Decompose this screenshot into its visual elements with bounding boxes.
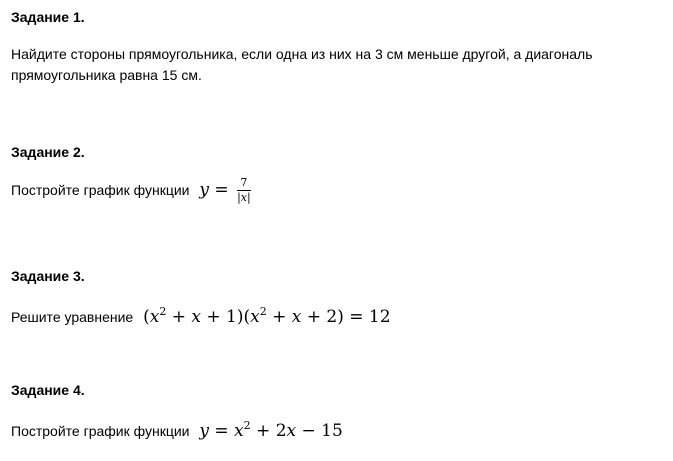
task-4: [11, 381, 661, 442]
task-2-line: [11, 177, 661, 204]
task-4-formula: [199, 421, 342, 441]
task-3-title: Задание 3.: [11, 268, 85, 284]
task-3-formula: [143, 307, 390, 327]
formula-variable: y: [199, 180, 209, 200]
formula-exponent: 2: [243, 419, 251, 432]
task-2-title: Задание 2.: [11, 144, 85, 160]
task-4-text: Постройте график функции: [11, 423, 190, 439]
formula-part: + 2) = 12: [301, 307, 391, 327]
formula-variable: y: [199, 421, 209, 441]
formula-variable: x: [286, 421, 297, 441]
task-2-text: Постройте график функции: [11, 182, 190, 198]
task-1-text: Найдите стороны прямоугольника, если одна из них на 3 см меньше другой, а диагональ прямоугольника равна 15 см.: [11, 46, 593, 83]
task-3-text: Решите уравнение: [11, 309, 134, 325]
task-4-title: Задание 4.: [11, 382, 85, 398]
formula-part: + 2: [250, 421, 287, 441]
formula-equals: =: [209, 421, 235, 441]
fraction-denominator: |x|: [237, 191, 251, 204]
formula-part: − 15: [296, 421, 343, 441]
formula-part: +: [266, 307, 292, 327]
formula-exponent: 2: [159, 305, 167, 318]
formula-variable: x: [250, 307, 260, 327]
formula-fraction: [237, 177, 251, 204]
task-3: [11, 267, 661, 328]
task-2: [11, 143, 661, 204]
task-1: [11, 8, 661, 86]
formula-exponent: 2: [259, 305, 267, 318]
formula-variable: x: [234, 421, 244, 441]
formula-variable: x: [291, 307, 302, 327]
task-2-formula: [199, 176, 251, 204]
formula-variable: x: [191, 307, 201, 327]
task-4-line: [11, 415, 661, 442]
task-1-title: Задание 1.: [11, 9, 85, 25]
formula-part: + 1)(: [200, 307, 251, 327]
formula-equals: =: [214, 180, 229, 200]
fraction-numerator: 7: [237, 177, 251, 191]
task-3-line: [11, 301, 661, 328]
formula-part: (: [143, 307, 150, 327]
formula-part: +: [166, 307, 192, 327]
formula-variable: x: [149, 307, 160, 327]
